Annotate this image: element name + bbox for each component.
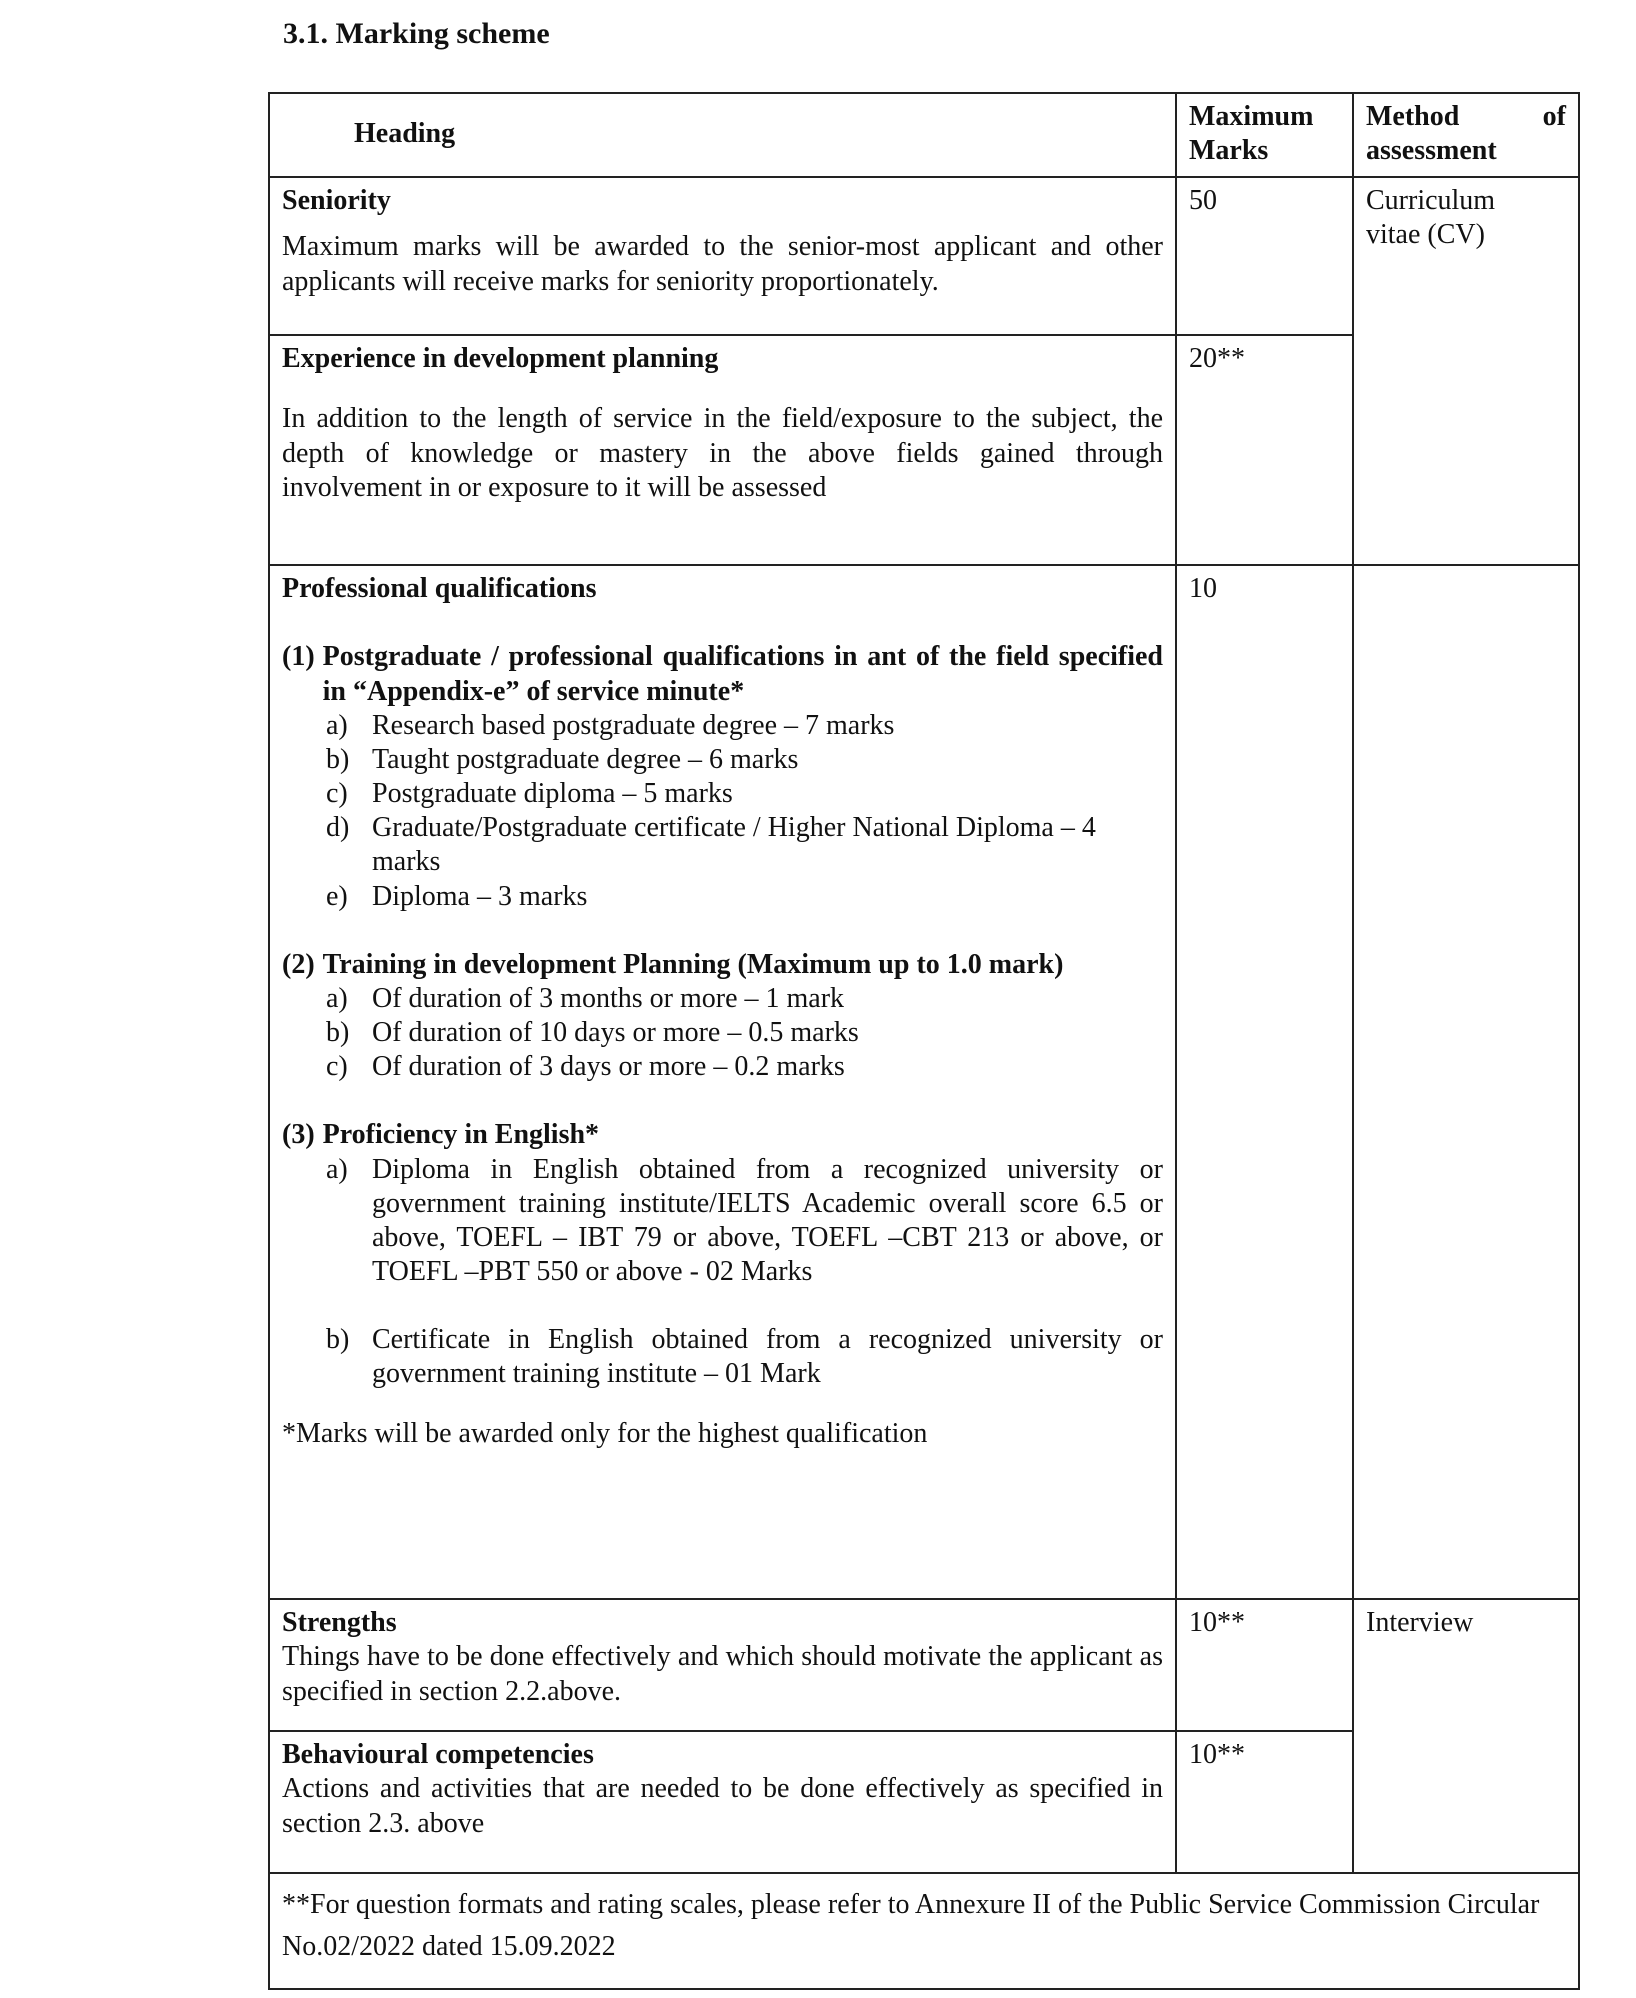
table-row-seniority bbox=[269, 177, 1579, 335]
header-max-marks: Maximum Marks bbox=[1176, 93, 1353, 177]
marking-scheme-table bbox=[268, 92, 1580, 1990]
list-item bbox=[326, 1050, 1163, 1084]
header-method bbox=[1353, 93, 1579, 177]
table-row-professional bbox=[269, 565, 1579, 1599]
professional-method-cell bbox=[1353, 565, 1579, 1599]
interview-method: Interview bbox=[1366, 1607, 1474, 1639]
professional-title: Professional qualifications bbox=[282, 573, 597, 605]
professional-heading-cell bbox=[269, 565, 1176, 1599]
item-label: c) bbox=[326, 1051, 348, 1083]
item-text: Postgraduate diploma – 5 marks bbox=[372, 778, 733, 810]
sub3-title: Proficiency in English* bbox=[322, 1119, 600, 1151]
list-item bbox=[326, 880, 1163, 914]
list-item bbox=[326, 1323, 1163, 1391]
behavioural-title: Behavioural competencies bbox=[282, 1739, 594, 1771]
header-method-word1: Method bbox=[1366, 101, 1460, 132]
experience-heading-cell bbox=[269, 335, 1176, 565]
item-text: Research based postgraduate degree – 7 marks bbox=[372, 709, 895, 741]
professional-marks: 10 bbox=[1176, 565, 1353, 1599]
sub-heading-postgraduate bbox=[282, 640, 1163, 708]
experience-marks: 20** bbox=[1176, 335, 1353, 565]
header-heading: Heading bbox=[269, 93, 1176, 177]
postgraduate-list bbox=[282, 709, 1163, 914]
strengths-title: Strengths bbox=[282, 1607, 397, 1639]
sub-heading-training bbox=[282, 948, 1163, 982]
seniority-description: Maximum marks will be awarded to the senior-most applicant and other applicants will receive marks for seniority proportionately. bbox=[282, 231, 1163, 297]
strengths-marks: 10** bbox=[1176, 1599, 1353, 1731]
item-label: d) bbox=[326, 812, 350, 844]
list-item bbox=[326, 982, 1163, 1016]
list-item bbox=[326, 743, 1163, 777]
item-label: a) bbox=[326, 709, 348, 741]
table-row-note bbox=[269, 1873, 1579, 1989]
item-text: Of duration of 10 days or more – 0.5 marks bbox=[372, 1017, 859, 1049]
list-item bbox=[326, 1016, 1163, 1050]
item-label: a) bbox=[326, 1153, 348, 1185]
sub-heading-english bbox=[282, 1118, 1163, 1152]
experience-title: Experience in development planning bbox=[282, 343, 719, 375]
item-text: Taught postgraduate degree – 6 marks bbox=[372, 743, 799, 775]
strengths-description: Things have to be done effectively and which should motivate the applicant as specified in section 2.2.above. bbox=[282, 1641, 1163, 1707]
header-method-word2: of bbox=[1542, 101, 1566, 132]
behavioural-description: Actions and activities that are needed to be done effectively as specified in section 2.3. above bbox=[282, 1773, 1163, 1839]
item-label: c) bbox=[326, 778, 348, 810]
item-text: Diploma in English obtained from a recognized university or government training institute/IELTS Academic overall score 6.5 or above, TOEFL – IBT 79 or above, TOEFL –CBT 213 or above, or TOEFL –PBT 550 or above - 02 Marks bbox=[372, 1153, 1163, 1287]
training-list bbox=[282, 982, 1163, 1084]
list-item bbox=[326, 1153, 1163, 1290]
item-label: a) bbox=[326, 982, 348, 1014]
sub1-title: Postgraduate / professional qualifications in ant of the field specified in “Appendix-e” of service minute* bbox=[322, 641, 1163, 707]
item-text: Diploma – 3 marks bbox=[372, 880, 588, 912]
seniority-title: Seniority bbox=[282, 185, 391, 217]
seniority-marks: 50 bbox=[1176, 177, 1353, 335]
english-list bbox=[282, 1153, 1163, 1392]
experience-description: In addition to the length of service in the field/exposure to the subject, the depth of knowledge or mastery in the above fields gained through involvement in or exposure to it will be assessed bbox=[282, 403, 1163, 503]
list-item bbox=[326, 811, 1163, 879]
header-method-word3: assessment bbox=[1366, 135, 1497, 167]
sub3-number: (3) bbox=[282, 1119, 315, 1151]
behavioural-heading-cell bbox=[269, 1731, 1176, 1873]
interview-method-cell bbox=[1353, 1599, 1579, 1873]
item-text: Graduate/Postgraduate certificate / Higher National Diploma – 4 marks bbox=[372, 812, 1096, 878]
item-label: b) bbox=[326, 743, 350, 775]
sub2-number: (2) bbox=[282, 948, 315, 980]
behavioural-marks: 10** bbox=[1176, 1731, 1353, 1873]
sub2-title: Training in development Planning (Maximum up to 1.0 mark) bbox=[322, 948, 1064, 980]
cv-method: Curriculum vitae (CV) bbox=[1366, 185, 1496, 251]
item-text: Of duration of 3 days or more – 0.2 marks bbox=[372, 1051, 845, 1083]
strengths-heading-cell bbox=[269, 1599, 1176, 1731]
item-text: Of duration of 3 months or more – 1 mark bbox=[372, 982, 845, 1014]
list-item bbox=[326, 709, 1163, 743]
item-label: b) bbox=[326, 1017, 350, 1049]
section-title: 3.1. Marking scheme bbox=[283, 17, 550, 50]
item-label: b) bbox=[326, 1324, 350, 1356]
seniority-heading-cell bbox=[269, 177, 1176, 335]
sub1-number: (1) bbox=[282, 641, 315, 673]
list-item bbox=[326, 777, 1163, 811]
table-header-row bbox=[269, 93, 1579, 177]
item-text: Certificate in English obtained from a recognized university or government training institute – 01 Mark bbox=[372, 1324, 1163, 1390]
cv-method-cell bbox=[1353, 177, 1579, 565]
item-label: e) bbox=[326, 880, 348, 912]
table-row-strengths bbox=[269, 1599, 1579, 1731]
note-cell: **For question formats and rating scales, please refer to Annexure II of the Public Service Commission Circular No.02/2022 dated 15.09.2022 bbox=[269, 1873, 1579, 1989]
professional-footnote: *Marks will be awarded only for the highest qualification bbox=[282, 1418, 928, 1450]
